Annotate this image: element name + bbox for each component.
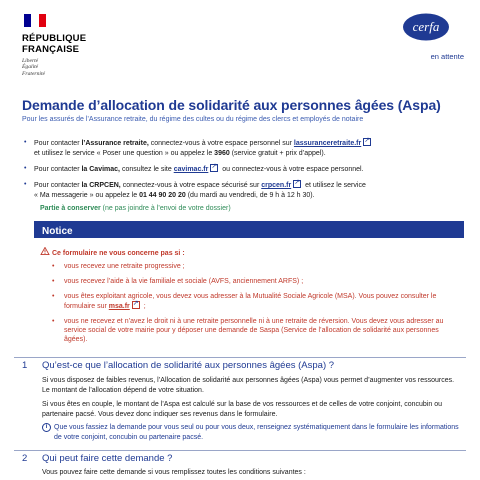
msa-link[interactable]: msa.fr	[108, 303, 130, 310]
republic-motto: Liberté Égalité Fraternité	[22, 58, 45, 77]
section-paragraph: Si vous disposez de faibles revenus, l’Allocation de solidarité aux personnes âgées (Aspa) vous permet d’augmenter vos ressources. Le montant de l’allocation dépend de votre situation.	[42, 377, 455, 394]
notice-banner	[34, 221, 464, 238]
notice-title: Notice	[42, 226, 73, 237]
contact-list	[22, 138, 462, 206]
page-subtitle: Pour les assurés de l’Assurance retraite, du régime des cultes ou du régime des clercs et employés de notaire	[22, 116, 364, 123]
section-title: Qui peut faire cette demande ?	[42, 453, 173, 464]
contact-item-cavimac: • Pour contacter la Cavimac, consultez le site cavimac.fr↗ ou connectez-vous à votre espace personnel.	[22, 164, 462, 175]
warning-icon	[40, 247, 50, 255]
external-link-icon[interactable]	[132, 301, 140, 309]
list-item: • vous recevez une retraite progressive ;	[52, 263, 185, 270]
info-note: i Que vous fassiez la demande pour vous seul ou pour vous deux, renseignez systématiquement dans le formulaire les informations de votre conjoint, concubin ou partenaire pacsé.	[42, 423, 462, 442]
section-paragraph: Si vous êtes en couple, le montant de l’Aspa est calculé sur la base de vos ressources et de celles de votre conjoint, concubin ou partenaire pacsé. Vous devez donc indiquer ses revenus dans le formulaire.	[42, 401, 443, 418]
list-item: • vous ne recevez et n’avez le droit ni à une retraite personnelle ni à une retraite de réversion. Vous devez vous adresser au service social de votre mairie pour y déposer une demande de Saspa (Service de l’allocation de solidarité aux personnes âgées).	[52, 318, 444, 343]
cavimac-link[interactable]: cavimac.fr	[173, 166, 209, 173]
svg-text:cerfa: cerfa	[412, 19, 440, 34]
warning-list	[52, 262, 460, 350]
page-header	[0, 0, 480, 90]
republique-francaise-logo	[22, 14, 92, 77]
page-title: Demande d’allocation de solidarité aux personnes âgées (Aspa)	[22, 97, 441, 113]
contact-item-crpcen: • Pour contacter la CRPCEN, connectez-vous à votre espace sécurisé sur crpcen.fr↗ et utilisez le service « Ma messagerie » ou appelez le 01 44 90 20 20 (du mardi au vendredi, de 9 h à 12 h 30).	[22, 180, 462, 201]
bullet-icon: •	[24, 181, 27, 188]
list-item: • vous recevez l’aide à la vie familiale et sociale (AVFS, anciennement ARFS) ;	[52, 278, 304, 285]
external-link-icon[interactable]	[363, 138, 371, 146]
bullet-icon: •	[24, 165, 27, 172]
crpcen-link[interactable]: crpcen.fr	[261, 182, 292, 189]
section-number: 1	[22, 360, 28, 371]
external-link-icon[interactable]	[293, 180, 301, 188]
bullet-icon: •	[24, 139, 27, 146]
lassuranceretraite-link[interactable]: lassuranceretraite.fr	[293, 140, 362, 147]
section-paragraph: Vous pouvez faire cette demande si vous remplissez toutes les conditions suivantes :	[42, 469, 306, 476]
keep-notice: Partie à conserver (ne pas joindre à l’envoi de votre dossier)	[40, 205, 231, 212]
section-divider	[14, 357, 466, 358]
cerfa-logo	[402, 12, 450, 42]
info-icon: i	[42, 423, 51, 432]
section-title: Qu’est-ce que l’allocation de solidarité aux personnes âgées (Aspa) ?	[42, 360, 335, 371]
contact-item-assurance-retraite: • Pour contacter l’Assurance retraite, connectez-vous à votre espace personnel sur lassuranceretraite.fr↗ et utilisez le service « Poser une question » ou appelez le 3960 (service gratuit + prix d’appel).	[22, 138, 462, 159]
status-label: en attente	[430, 52, 464, 61]
republic-name: RÉPUBLIQUE FRANÇAISE	[22, 33, 87, 55]
section-divider	[14, 450, 466, 451]
french-flag-icon	[24, 14, 46, 27]
warning-title: Ce formulaire ne vous concerne pas si :	[40, 247, 185, 257]
external-link-icon[interactable]	[210, 164, 218, 172]
section-number: 2	[22, 453, 28, 464]
list-item: • vous êtes exploitant agricole, vous devez vous adresser à la Mutualité Sociale Agricole (MSA). Vous pouvez consulter le formulaire sur msa.fr↗ ;	[52, 292, 460, 311]
